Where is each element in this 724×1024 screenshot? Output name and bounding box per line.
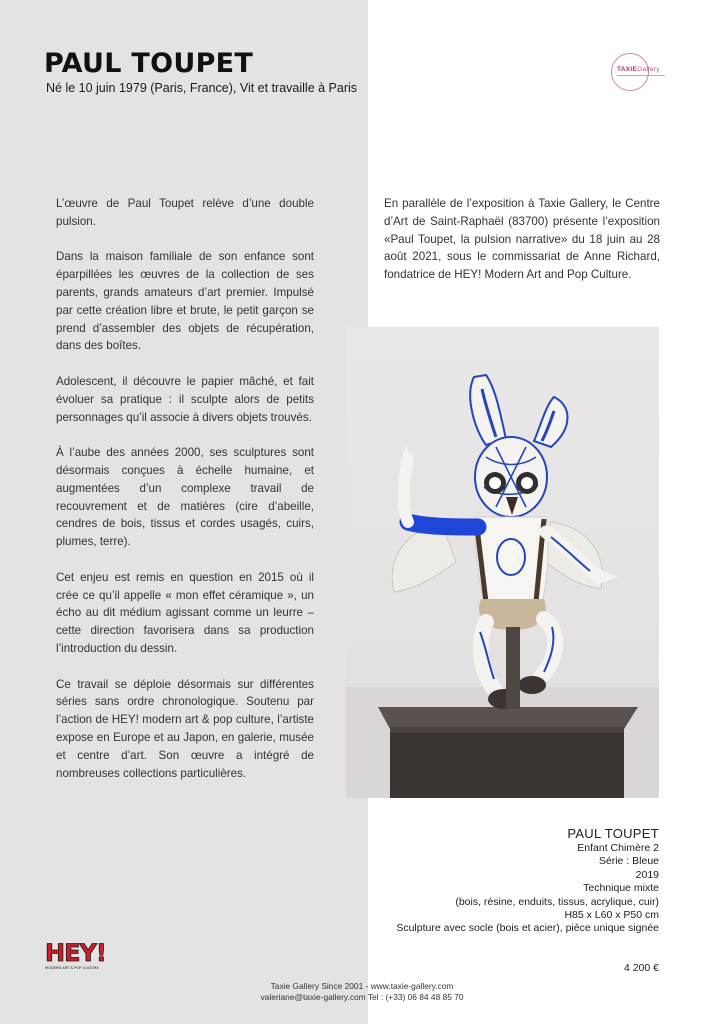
taxie-logo-text bbox=[617, 66, 660, 73]
birth-line: Né le 10 juin 1979 (Paris, France), Vit et travaille à Paris bbox=[46, 81, 358, 95]
hey-logo bbox=[44, 936, 106, 977]
caption-description: Sculpture avec socle (bois et acier), pièce unique signée bbox=[396, 922, 659, 935]
bio-paragraph: À l’aube des années 2000, ses sculptures sont désormais conçues à échelle humaine, et augmentées d’un complexe travail de recouvrement et de matières (cire d’abeille, cendres de bois, tissus et cordes usagés, cuirs, plumes, terre). bbox=[56, 446, 314, 549]
logo-brand-light: Gallery bbox=[637, 66, 660, 73]
hey-logo-subtitle: MODERN ART & POP CULTURE bbox=[45, 966, 99, 970]
logo-brand-bold: TAXIE bbox=[617, 66, 638, 73]
caption-series: Série : Bleue bbox=[598, 855, 659, 868]
caption-artist: PAUL TOUPET bbox=[567, 826, 659, 841]
hey-logo-text: HEY! bbox=[45, 939, 106, 967]
bio-paragraph: Adolescent, il découvre le papier mâché, et fait évoluer sa pratique : il sculpte alors de petits personnages qu’il associe à divers objets trouvés. bbox=[56, 374, 314, 424]
caption-technique: Technique mixte bbox=[583, 882, 659, 895]
hey-logo-graphic bbox=[44, 936, 106, 972]
sculpture-image bbox=[346, 327, 659, 798]
caption-materials: (bois, résine, enduits, tissus, acrylique, cuir) bbox=[455, 895, 659, 908]
artist-name: PAUL TOUPET bbox=[44, 48, 254, 79]
bio-paragraph: Cet enjeu est remis en question en 2015 où il crée ce qu’il appelle « mon effet céramique », un écho au dit médium agissant comme un leurre – cette direction favorisera dans sa production l’introduction du dessin. bbox=[56, 570, 314, 655]
artwork-photo bbox=[346, 327, 659, 798]
artwork-price: 4 200 € bbox=[623, 962, 659, 974]
bio-paragraph: L’œuvre de Paul Toupet relève d’une double pulsion. bbox=[56, 197, 314, 228]
biography bbox=[56, 195, 314, 800]
caption-title: Enfant Chimère 2 bbox=[577, 842, 659, 854]
bio-paragraph: Ce travail se déploie désormais sur différentes séries sans ordre chronologique. Soutenu par l’action de HEY! modern art & pop culture, l’artiste expose en Europe et au Japon, en galerie, musée et centre d’art. Son œuvre a intégré de nombreuses collections particulières. bbox=[56, 677, 314, 780]
artwork-caption bbox=[396, 826, 659, 936]
exhibition-note: En parallèle de l’exposition à Taxie Gallery, le Centre d’Art de Saint-Raphaël (83700) présente l’exposition «Paul Toupet, la pulsion narrative» du 18 juin au 28 août 2021, sous le commissariat de Anne Richard, fondatrice de HEY! Modern Art and Pop Culture. bbox=[384, 197, 660, 282]
caption-year: 2019 bbox=[635, 868, 659, 881]
footer-line-1: Taxie Gallery Since 2001 - www.taxie-gallery.com bbox=[270, 981, 454, 991]
bio-paragraph: Dans la maison familiale de son enfance sont éparpillées les œuvres de la collection de ses parents, grands amateurs d’art premier. Impulsé par cette création libre et brute, le petit garçon se prend d’assembler des objets de récupération, dans des boîtes. bbox=[56, 250, 314, 353]
footer-line-2: valeriane@taxie-gallery.com Tel : (+33) 06 84 48 85 70 bbox=[260, 992, 464, 1002]
logo-underline bbox=[617, 75, 665, 76]
caption-dimensions: H85 x L60 x P50 cm bbox=[564, 909, 659, 922]
